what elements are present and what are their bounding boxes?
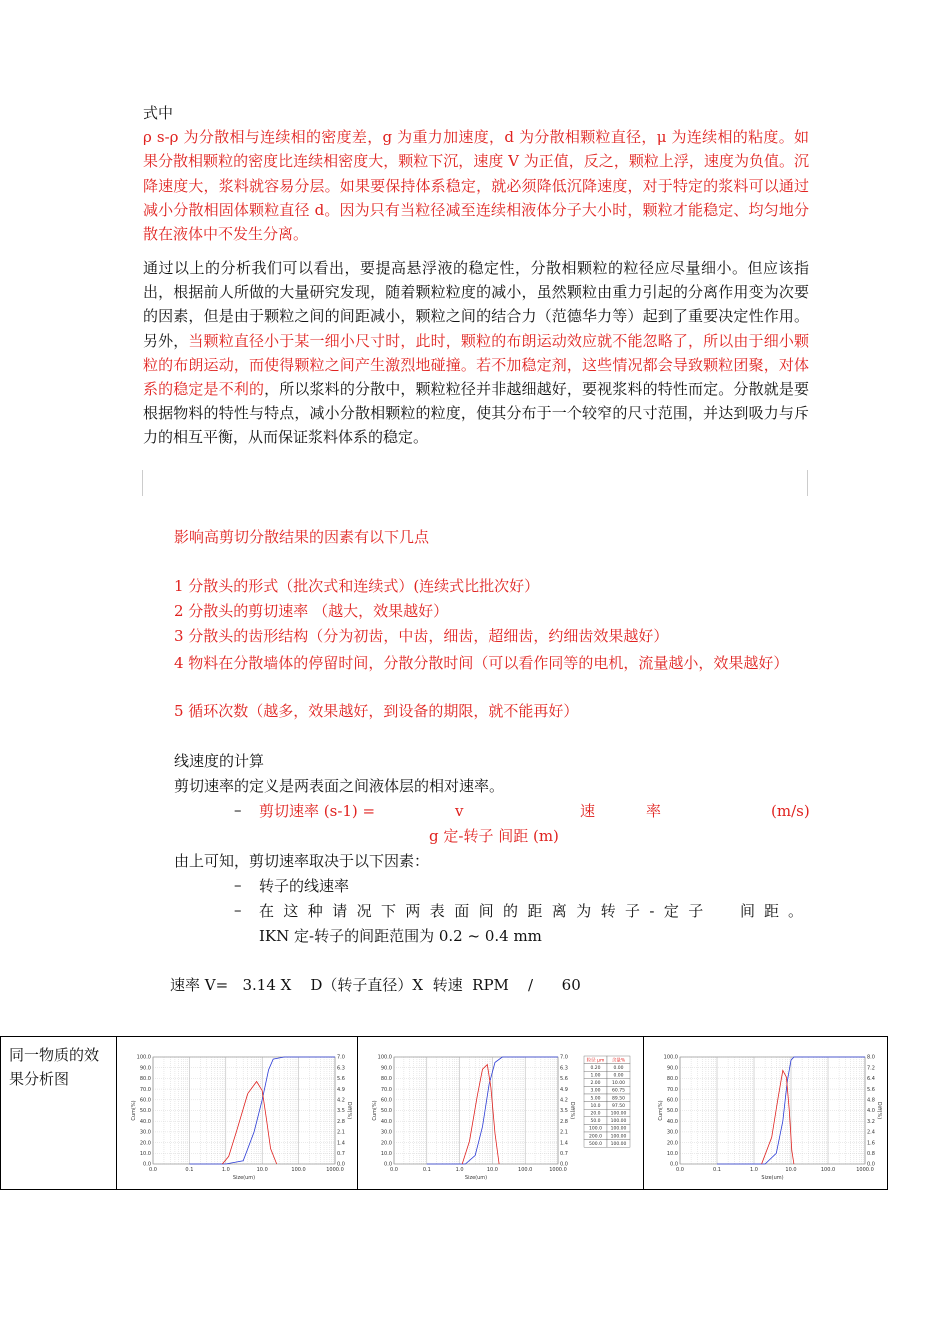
y-tick-label: 50.0 (666, 1108, 678, 1115)
legend-cell-value: 10.00 (612, 1081, 625, 1087)
x-tick-label: 100.0 (518, 1167, 533, 1173)
x-tick-label: 100.0 (291, 1167, 306, 1173)
psd-chart-2 (358, 1037, 643, 1189)
y-tick-label: 100.0 (663, 1054, 678, 1061)
legend-cell-value: 100.00 (610, 1111, 627, 1117)
y2-tick-label: 0.7 (560, 1151, 568, 1157)
x-tick-label: 1.0 (750, 1167, 758, 1173)
y-axis-label: Cum(%) (131, 1100, 137, 1121)
y-tick-label: 50.0 (380, 1108, 392, 1115)
formula-su: 速 (580, 802, 596, 820)
y2-tick-label: 2.4 (867, 1129, 875, 1136)
x-tick-label: 10.0 (256, 1167, 268, 1173)
x-axis-label: Size(um) (464, 1175, 488, 1181)
x-tick-label: 0.0 (149, 1167, 157, 1173)
x-tick-label: 0.1 (185, 1167, 194, 1173)
chart-cell-3 (644, 1037, 888, 1190)
legend-cell-value: 100.00 (610, 1119, 627, 1125)
y2-tick-label: 6.3 (560, 1065, 568, 1072)
formula-v: v (455, 802, 464, 820)
y-tick-label: 30.0 (666, 1129, 678, 1136)
x-tick-label: 1.0 (221, 1167, 230, 1173)
x-tick-label: 1000.0 (549, 1167, 567, 1173)
x-tick-label: 1000.0 (326, 1167, 344, 1173)
textbox-border-left (142, 470, 143, 496)
y2-tick-label: 1.4 (337, 1140, 345, 1147)
legend-cell-value: 1.00 (590, 1073, 601, 1079)
y-tick-label: 0.0 (670, 1161, 678, 1168)
formula-unit: (m/s) (771, 802, 810, 820)
y2-tick-label: 0.8 (867, 1151, 875, 1157)
y2-tick-label: 0.0 (867, 1161, 875, 1168)
y-tick-label: 10.0 (666, 1151, 678, 1157)
y2-tick-label: 4.0 (867, 1108, 875, 1115)
factor-item-3: 3 分散头的齿形结构（分为初齿，中齿，细齿，超细齿，约细齿效果越好） (174, 627, 669, 645)
y-tick-label: 50.0 (139, 1108, 151, 1115)
legend-cell-value: 5.00 (590, 1096, 601, 1102)
legend-cell-value: 20.0 (590, 1111, 601, 1117)
y-tick-label: 60.0 (666, 1097, 678, 1104)
y-tick-label: 60.0 (380, 1097, 392, 1104)
y2-tick-label: 1.6 (867, 1140, 875, 1147)
x-axis-label: Size(um) (761, 1175, 784, 1181)
paragraph-2-red-text: 当颗粒直径小于某一细小尺寸时，此时，颗粒的布朗运动效应就不能忽略了，所以由于细小颗粒的布朗运动，而使得颗粒之间产生激烈地碰撞。若不加稳定剂，这些情况都会导致颗粒团聚，对体系的稳定是不利的 (143, 331, 809, 399)
y-tick-label: 70.0 (139, 1086, 151, 1093)
y-axis-label: Cum(%) (658, 1100, 664, 1121)
y2-tick-label: 0.7 (337, 1151, 345, 1157)
x-tick-label: 0.1 (713, 1167, 721, 1173)
formula-lhs: 剪切速率 (s-1) = (259, 802, 376, 820)
y2-tick-label: 5.6 (337, 1076, 345, 1083)
x-tick-label: 1000.0 (856, 1167, 874, 1173)
legend-cell-value: 100.00 (610, 1126, 627, 1132)
y-tick-label: 0.0 (143, 1161, 151, 1168)
y-tick-label: 30.0 (380, 1129, 392, 1136)
y2-tick-label: 4.8 (867, 1097, 875, 1104)
y-tick-label: 70.0 (380, 1086, 392, 1093)
y2-axis-label: Diff(%) (569, 1101, 575, 1120)
y2-tick-label: 3.5 (560, 1108, 568, 1115)
legend-cell-value: 100.00 (610, 1141, 627, 1147)
x-tick-label: 0.0 (390, 1167, 398, 1173)
y-tick-label: 100.0 (377, 1054, 392, 1061)
paragraph-2-text-b: ，所以浆料的分散中，颗粒粒径并非越细越好，要视浆料的特性而定。分散就是要根据物料的特性与特点，减小分散相颗粒的粒度，使其分布于一个较窄的尺寸范围，并达到吸力与斥力的相互平衡，从而保证浆料体系的稳定。 (143, 380, 809, 447)
y2-tick-label: 5.6 (867, 1086, 875, 1093)
y-tick-label: 0.0 (384, 1161, 392, 1168)
psd-chart-3 (644, 1037, 887, 1189)
legend-cell-value: 60.75 (612, 1088, 625, 1094)
y2-tick-label: 4.9 (560, 1086, 568, 1093)
y-tick-label: 100.0 (136, 1054, 151, 1061)
y2-tick-label: 7.0 (560, 1054, 568, 1061)
factor-item-4: 4 物料在分散墙体的停留时间，分散分散时间（可以看作同等的电机，流量越小，效果越好） (174, 654, 789, 672)
y-axis-label: Cum(%) (372, 1100, 378, 1121)
y-tick-label: 60.0 (139, 1097, 151, 1104)
legend-cell-value: 100.0 (589, 1126, 602, 1132)
y2-tick-label: 1.4 (560, 1140, 568, 1147)
legend-cell-value: 89.50 (612, 1096, 625, 1102)
y2-tick-label: 3.5 (337, 1108, 345, 1115)
y-tick-label: 10.0 (380, 1151, 392, 1157)
legend-cell-value: 0.20 (590, 1065, 601, 1071)
legend-header-label: 含量% (611, 1058, 626, 1064)
x-tick-label: 100.0 (820, 1167, 836, 1173)
y2-axis-label: Diff(%) (346, 1101, 352, 1120)
y2-tick-label: 5.6 (560, 1076, 568, 1083)
y-tick-label: 90.0 (139, 1065, 151, 1072)
x-tick-label: 10.0 (486, 1167, 498, 1173)
y-tick-label: 70.0 (666, 1086, 678, 1093)
factor-gap-a: 在这种请况下两表面间的距离为转子-定子 (259, 902, 713, 920)
x-tick-label: 0.0 (676, 1167, 684, 1173)
y2-tick-label: 2.1 (560, 1129, 568, 1136)
dash-3: – (234, 901, 242, 919)
figure-label: 同一物质的效果分析图 (1, 1037, 117, 1190)
x-tick-label: 10.0 (785, 1167, 797, 1173)
factor-gap-b: 间距。 (740, 902, 813, 920)
y-tick-label: 90.0 (380, 1065, 392, 1072)
y-tick-label: 80.0 (380, 1076, 392, 1083)
factor-rotor-speed: 转子的线速率 (259, 877, 350, 895)
legend-cell-value: 2.00 (590, 1081, 601, 1087)
y-tick-label: 40.0 (666, 1118, 678, 1125)
y-tick-label: 20.0 (139, 1140, 151, 1147)
speed-title: 线速度的计算 (174, 752, 265, 770)
y2-tick-label: 2.8 (560, 1118, 568, 1125)
x-tick-label: 0.1 (422, 1167, 431, 1173)
legend-header-label: 粒径 µm (586, 1058, 605, 1064)
y-tick-label: 40.0 (139, 1118, 151, 1125)
x-tick-label: 1.0 (455, 1167, 464, 1173)
paragraph-2-text-a: 通过以上的分析我们可以看出，要提高悬浮液的稳定性，分散相颗粒的粒径应尽量细小。但应该指出，根据前人所做的大量研究发现，随着颗粒粒度的减小，虽然颗粒由重力引起的分离作用变为次要的因素，但是由于颗粒之间的间距减小，颗粒之间的结合力（范德华力等）起到了重要决定性作用。另外， (143, 259, 809, 350)
formula-denominator: g 定-转子 间距 (m) (429, 827, 559, 845)
paragraph-2 (143, 256, 809, 450)
y2-tick-label: 4.9 (337, 1086, 345, 1093)
legend-cell-value: 3.00 (590, 1088, 601, 1094)
legend-cell-value: 200.0 (589, 1134, 602, 1140)
y2-tick-label: 0.0 (560, 1161, 568, 1168)
paragraph-1 (143, 101, 809, 246)
dash-1: – (234, 801, 242, 819)
legend-cell-value: 50.0 (590, 1119, 601, 1125)
dash-2: – (234, 876, 242, 894)
x-axis-label: Size(um) (232, 1175, 256, 1181)
legend-cell-value: 10.0 (590, 1103, 601, 1109)
legend-cell-value: 0.00 (613, 1065, 624, 1071)
depends-text: 由上可知，剪切速率取决于以下因素： (174, 852, 430, 870)
y2-axis-label: Diff(%) (876, 1101, 882, 1120)
y-tick-label: 10.0 (139, 1151, 151, 1157)
y2-tick-label: 7.2 (867, 1065, 875, 1072)
legend-cell-value: 97.50 (612, 1103, 625, 1109)
factor-item-1: 1 分散头的形式（批次式和连续式）(连续式比批次好） (174, 577, 540, 595)
y2-tick-label: 6.3 (337, 1065, 345, 1072)
y-tick-label: 80.0 (666, 1076, 678, 1083)
y2-tick-label: 4.2 (337, 1097, 345, 1104)
chart-cell-2 (358, 1037, 644, 1190)
rate-formula: 速率 V= 3.14 X D（转子直径）X 转速 RPM / 60 (170, 976, 581, 994)
chart-cell-1 (117, 1037, 358, 1190)
y-tick-label: 30.0 (139, 1129, 151, 1136)
y2-tick-label: 8.0 (867, 1054, 875, 1061)
textbox-border-right (807, 470, 808, 496)
legend-cell-value: 100.00 (610, 1134, 627, 1140)
y2-tick-label: 2.1 (337, 1129, 345, 1136)
paragraph-1-red-text: ρ s-ρ 为分散相与连续相的密度差，g 为重力加速度，d 为分散相颗粒直径，μ 为连续相的粘度。如果分散相颗粒的密度比连续相密度大，颗粒下沉，速度 V 为正值，反之，颗粒上浮，速度为负值。沉降速度大，浆料就容易分层。如果要保持体系稳定，就必须降低沉降速度，对于特定的浆料可以通过减小分散相固体颗粒直径 d。因为只有当粒径减至连续相液体分子大小时，颗粒才能稳定、均匀地分散在液体中不发生分离。 (143, 128, 809, 244)
y2-tick-label: 4.2 (560, 1097, 568, 1104)
y2-tick-label: 0.0 (337, 1161, 345, 1168)
factor-item-5: 5 循环次数（越多，效果越好，到设备的期限，就不能再好） (174, 702, 579, 720)
y2-tick-label: 2.8 (337, 1118, 345, 1125)
y-tick-label: 40.0 (380, 1118, 392, 1125)
y-tick-label: 20.0 (380, 1140, 392, 1147)
factors-title: 影响高剪切分散结果的因素有以下几点 (174, 528, 430, 546)
figure-table (0, 1036, 888, 1190)
heading-shizhong: 式中 (143, 104, 174, 122)
y-tick-label: 90.0 (666, 1065, 678, 1072)
legend-cell-value: 0.00 (613, 1073, 624, 1079)
y2-tick-label: 7.0 (337, 1054, 345, 1061)
ikn-gap-range: IKN 定-转子的间距范围为 0.2 ~ 0.4 mm (259, 927, 542, 945)
shear-rate-definition: 剪切速率的定义是两表面之间液体层的相对速率。 (174, 777, 505, 795)
y2-tick-label: 6.4 (867, 1076, 875, 1083)
factor-item-2: 2 分散头的剪切速率 （越大，效果越好） (174, 602, 449, 620)
psd-chart-1 (117, 1037, 357, 1189)
legend-cell-value: 500.0 (589, 1141, 602, 1147)
y-tick-label: 20.0 (666, 1140, 678, 1147)
formula-lv: 率 (646, 802, 662, 820)
y2-tick-label: 3.2 (867, 1118, 875, 1125)
y-tick-label: 80.0 (139, 1076, 151, 1083)
